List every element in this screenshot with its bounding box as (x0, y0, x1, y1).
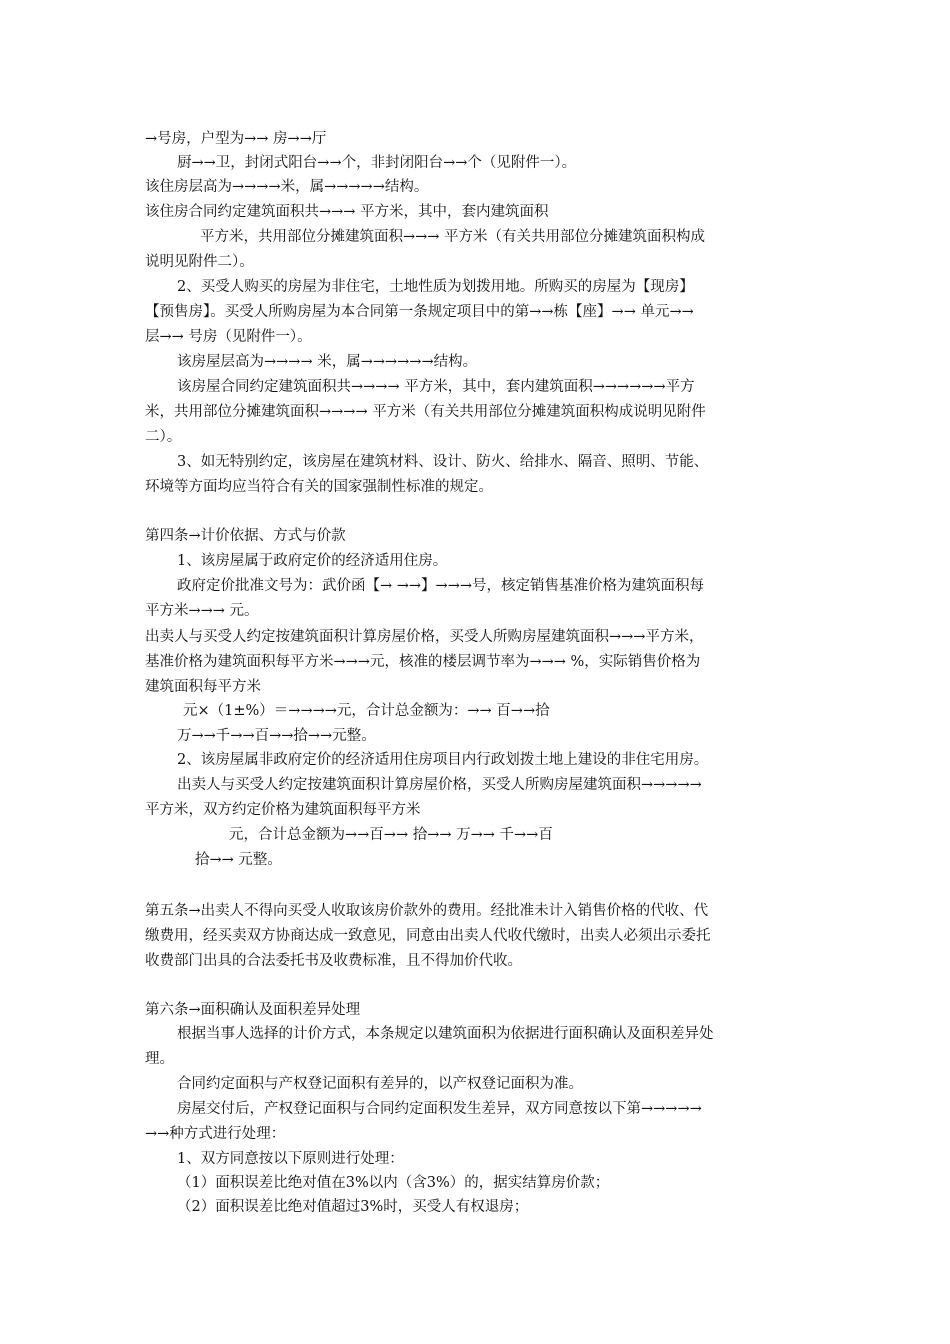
text-line: 环境等方面均应当符合有关的国家强制性标准的规定。 (145, 479, 493, 495)
text-line: 政府定价批准文号为：武价函【→ →→】→→→号，核定销售基准价格为建筑面积每 (177, 578, 705, 594)
text-line: 米，共用部位分摊建筑面积→→→→ 平方米（有关共用部位分摊建筑面积构成说明见附件 (145, 404, 706, 420)
text-line: 3、如无特别约定，该房屋在建筑材料、设计、防火、给排水、隔音、照明、节能、 (177, 454, 709, 470)
text-line: 该住房层高为→→→→米，属→→→→→结构。 (145, 179, 429, 195)
text-line: 平方米，共用部位分摊建筑面积→→→ 平方米（有关共用部位分摊建筑面积构成 (200, 229, 706, 245)
text-line: （2）面积误差比绝对值超过3%时，买受人有权退房； (177, 1199, 529, 1215)
section-heading: 第五条→出卖人不得向买受人收取该房价款外的费用。经批准未计入销售价格的代收、代 (145, 903, 709, 919)
text-line: 出卖人与买受人约定按建筑面积计算房屋价格，买受人所购房屋建筑面积→→→平方米， (145, 629, 704, 645)
text-line: 该住房合同约定建筑面积共→→→ 平方米，其中，套内建筑面积 (145, 204, 549, 220)
text-line: 收费部门出具的合法委托书及收费标准，且不得加价代收。 (145, 953, 522, 969)
text-line: 1、该房屋属于政府定价的经济适用住房。 (177, 553, 448, 569)
text-line: 厨→→卫，封闭式阳台→→个，非封闭阳台→→个（见附件一）。 (177, 155, 577, 171)
text-line: 建筑面积每平方米 (145, 679, 261, 695)
text-line: 元，合计总金额为→→百→→ 拾→→ 万→→ 千→→百 (229, 827, 553, 843)
text-line: 房屋交付后，产权登记面积与合同约定面积发生差异，双方同意按以下第→→→→→ (177, 1101, 702, 1117)
text-line: 缴费用，经买卖双方协商达成一致意见，同意由出卖人代收代缴时，出卖人必须出示委托 (145, 928, 711, 944)
text-line: 基准价格为建筑面积每平方米→→→元，核准的楼层调节率为→→→ %，实际销售价格为 (145, 654, 701, 670)
text-line: 二）。 (145, 429, 182, 445)
section-heading: 第六条→面积确认及面积差异处理 (145, 1002, 361, 1018)
text-line: 该房屋层高为→→→→ 米，属→→→→→→结构。 (177, 354, 478, 370)
text-line: 理。 (145, 1051, 174, 1067)
text-line: 说明见附件二）。 (145, 254, 254, 270)
text-line: →→种方式进行处理： (145, 1126, 286, 1142)
text-line: 平方米→→→ 元。 (145, 603, 259, 619)
text-line: →号房，户型为→→ 房→→厅 (145, 131, 327, 147)
text-line: 根据当事人选择的计价方式，本条规定以建筑面积为依据进行面积确认及面积差异处 (177, 1026, 714, 1042)
text-line: 2、买受人购买的房屋为非住宅，土地性质为划拨用地。所购买的房屋为【现房】 (177, 279, 694, 295)
text-line: 万→→千→→百→→拾→→元整。 (177, 728, 376, 744)
text-line: 元×（1±%）＝→→→→元，合计总金额为：→→ 百→→拾 (183, 703, 550, 719)
text-line: 合同约定面积与产权登记面积有差异的，以产权登记面积为准。 (177, 1076, 583, 1092)
text-line: 该房屋合同约定建筑面积共→→→→ 平方米，其中，套内建筑面积→→→→→→平方 (177, 379, 695, 395)
text-line: 平方米，双方约定价格为建筑面积每平方米 (145, 802, 421, 818)
text-line: 出卖人与买受人约定按建筑面积计算房屋价格，买受人所购房屋建筑面积→→→→→ (177, 777, 702, 793)
text-line: 拾→→ 元整。 (195, 852, 282, 868)
text-line: 层→→ 号房（见附件一）。 (145, 329, 312, 345)
text-line: 【预售房】。买受人所购房屋为本合同第一条规定项目中的第→→栋【座】→→ 单元→→ (145, 304, 694, 320)
text-line: 1、双方同意按以下原则进行处理： (177, 1151, 404, 1167)
text-line: （1）面积误差比绝对值在3%以内（含3%）的，据实结算房价款； (177, 1175, 610, 1191)
text-line: 2、该房屋属非政府定价的经济适用住房项目内行政划拨土地上建设的非住宅用房。 (177, 752, 709, 768)
section-heading: 第四条→计价依据、方式与价款 (145, 528, 346, 544)
